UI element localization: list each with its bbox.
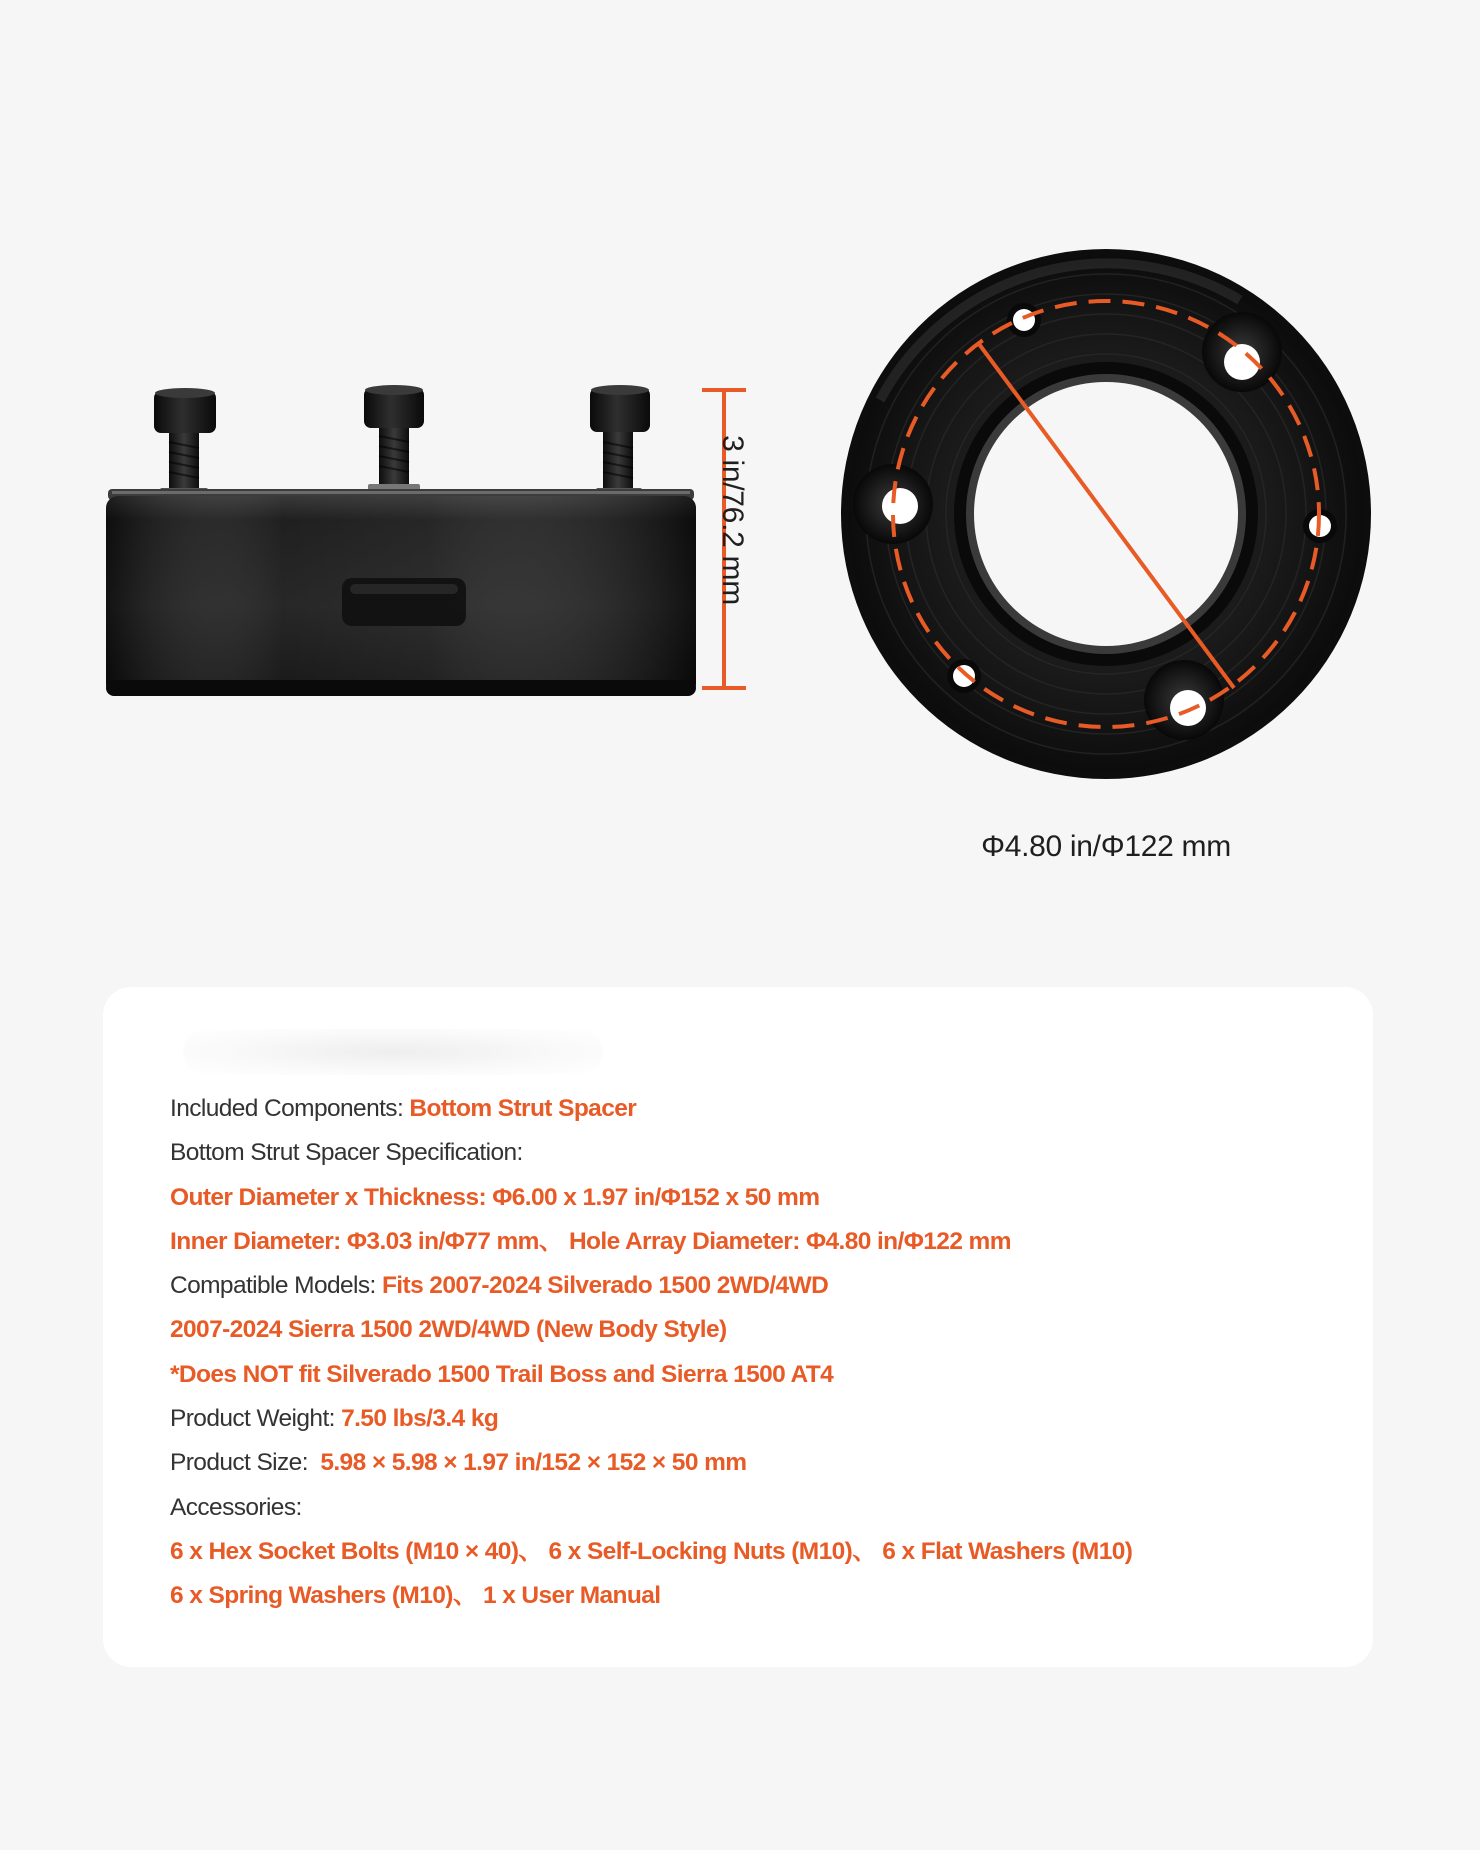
specifications-card	[103, 987, 1373, 1667]
spec-value: Outer Diameter x Thickness: Φ6.00 x 1.97 in/Φ152 x 50 mm	[170, 1183, 820, 1211]
spec-compatible-models-2	[170, 1308, 1320, 1352]
spec-value: *Does NOT fit Silverado 1500 Trail Boss and Sierra 1500 AT4	[170, 1360, 834, 1388]
spec-heading	[170, 1131, 1320, 1175]
spec-product-size	[170, 1441, 1320, 1485]
spec-value: 6 x Hex Socket Bolts (M10 × 40)、 6 x Self-Locking Nuts (M10)、 6 x Flat Washers (M10)	[170, 1537, 1133, 1565]
spec-inner-diameter	[170, 1220, 1320, 1264]
blurred-header	[183, 1029, 603, 1075]
diameter-dimension-label: Φ4.80 in/Φ122 mm	[981, 830, 1231, 863]
spec-label: Bottom Strut Spacer Specification:	[170, 1139, 523, 1167]
spec-product-weight	[170, 1397, 1320, 1441]
spec-value: 5.98 × 5.98 × 1.97 in/152 × 152 × 50 mm	[320, 1449, 747, 1477]
spec-label: Accessories:	[170, 1493, 302, 1521]
spec-accessories-2	[170, 1574, 1320, 1618]
spec-included-components	[170, 1087, 1320, 1131]
spec-compatible-models	[170, 1264, 1320, 1308]
spec-value: Bottom Strut Spacer	[409, 1095, 637, 1122]
spec-accessories-heading	[170, 1486, 1320, 1530]
spec-label: Product Weight:	[170, 1405, 342, 1433]
height-dimension-label: 3 in/76.2 mm	[716, 435, 749, 605]
spacer-side-view	[106, 385, 696, 696]
spec-value: Inner Diameter: Φ3.03 in/Φ77 mm、 Hole Array Diameter: Φ4.80 in/Φ122 mm	[170, 1227, 1011, 1255]
spec-accessories-1	[170, 1530, 1320, 1574]
spec-outer-diameter	[170, 1176, 1320, 1220]
spec-label: Product Size:	[170, 1449, 321, 1477]
spec-value: Fits 2007-2024 Silverado 1500 2WD/4WD	[381, 1272, 829, 1300]
spec-label: Included Components:	[170, 1095, 410, 1122]
spec-label: Compatible Models:	[170, 1272, 382, 1300]
spec-compatibility-note	[170, 1353, 1320, 1397]
spec-value: 7.50 lbs/3.4 kg	[341, 1405, 499, 1433]
spec-value: 6 x Spring Washers (M10)、 1 x User Manual	[170, 1582, 661, 1610]
spec-value: 2007-2024 Sierra 1500 2WD/4WD (New Body Style)	[170, 1316, 727, 1344]
spec-list	[170, 1087, 1320, 1619]
